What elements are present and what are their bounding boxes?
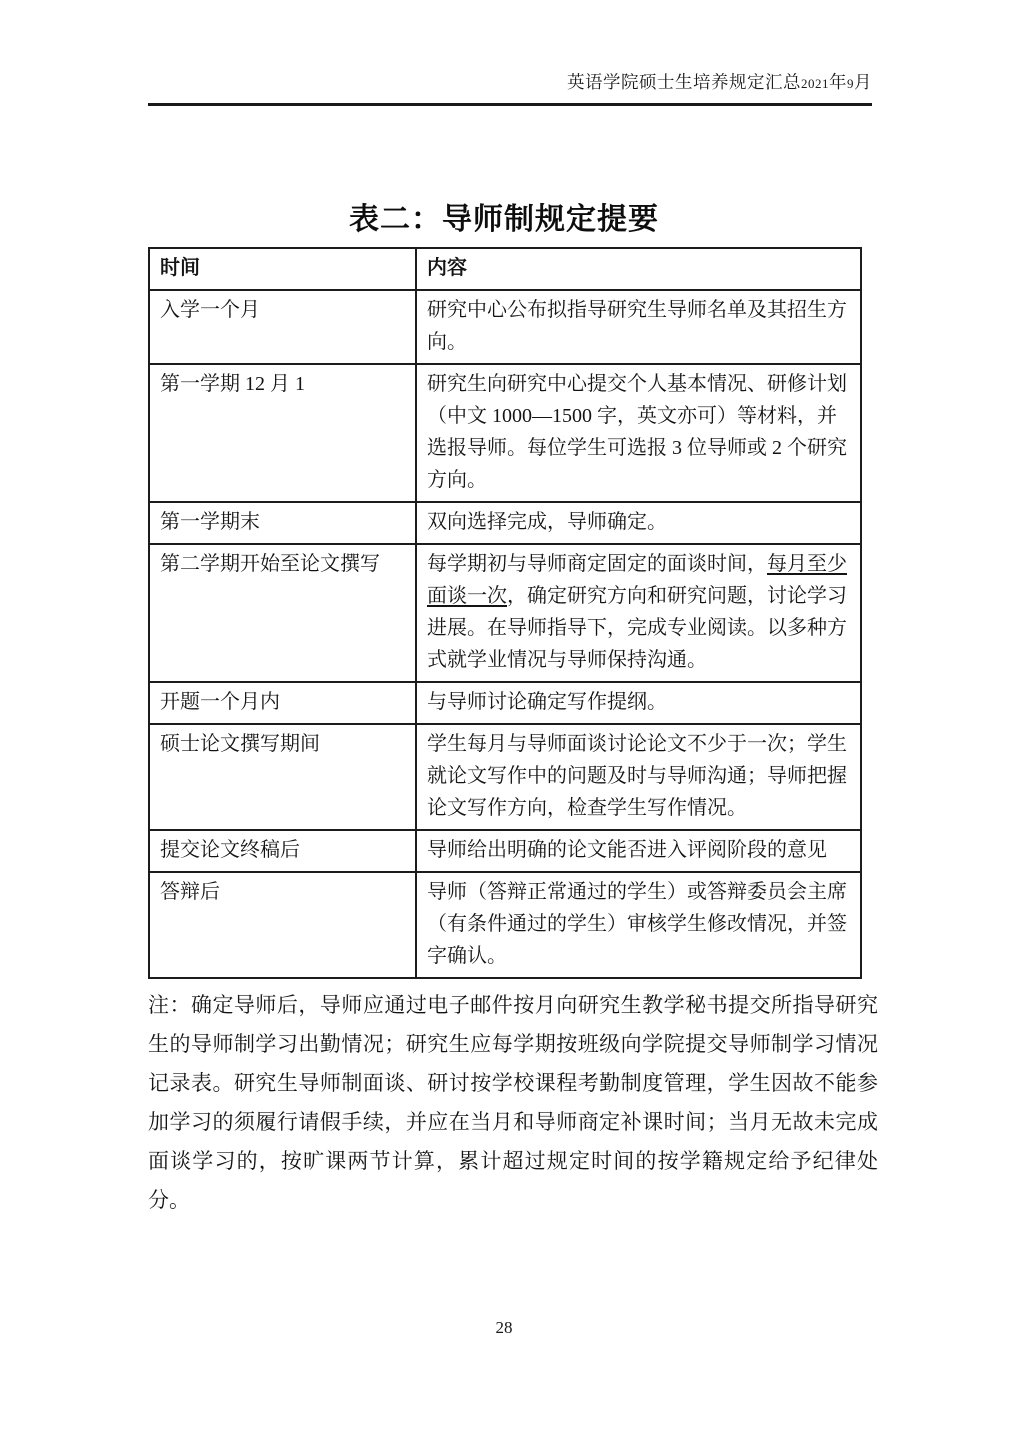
- column-header-content: 内容: [416, 248, 861, 290]
- row-time-cell: 硕士论文撰写期间: [149, 724, 416, 830]
- table-row: [149, 724, 861, 830]
- table-body: [149, 290, 861, 978]
- table-row: [149, 290, 861, 364]
- table-header-row: [149, 248, 861, 290]
- note-paragraph: 注：确定导师后，导师应通过电子邮件按月向研究生教学秘书提交所指导研究生的导师制学习出勤情况；研究生应每学期按班级向学院提交导师制学习情况记录表。研究生导师制面谈、研讨按学校课程考勤制度管理，学生因故不能参加学习的须履行请假手续，并应在当月和导师商定补课时间；当月无故未完成面谈学习的，按旷课两节计算，累计超过规定时间的按学籍规定给予纪律处分。: [148, 993, 878, 1212]
- table-row: [149, 872, 861, 978]
- content-text: 研究中心公布拟指导研究生导师名单及其招生方向。: [427, 299, 847, 353]
- content-text: 学生每月与导师面谈讨论论文不少于一次；学生就论文写作中的问题及时与导师沟通；导师把握论文写作方向，检查学生写作情况。: [427, 733, 847, 819]
- header-year: 2021: [801, 76, 829, 91]
- row-content-cell: [416, 502, 861, 544]
- row-time-cell: 开题一个月内: [149, 682, 416, 724]
- row-content-cell: [416, 724, 861, 830]
- row-time-cell: 答辩后: [149, 872, 416, 978]
- row-time-cell: 提交论文终稿后: [149, 830, 416, 872]
- header-year-unit: 年: [829, 72, 847, 92]
- header-month: 9: [847, 76, 854, 91]
- underlined-content-text: 每月至少面谈一次: [427, 553, 847, 607]
- row-time-cell: 入学一个月: [149, 290, 416, 364]
- content-text: 每学期初与导师商定固定的面谈时间，: [427, 553, 767, 575]
- table-row: [149, 544, 861, 682]
- content-text: 导师给出明确的论文能否进入评阅阶段的意见: [427, 839, 827, 861]
- content-text: ，确定研究方向和研究问题，讨论学习进展。在导师指导下，完成专业阅读。以多种方式就学业情况与导师保持沟通。: [427, 585, 847, 671]
- header-divider-line: [148, 103, 872, 106]
- table-row: [149, 364, 861, 502]
- column-header-time: 时间: [149, 248, 416, 290]
- table-row: [149, 682, 861, 724]
- row-time-cell: 第一学期末: [149, 502, 416, 544]
- tutor-system-rules-table: [148, 247, 862, 979]
- row-content-cell: [416, 544, 861, 682]
- table-row: [149, 830, 861, 872]
- row-content-cell: [416, 290, 861, 364]
- header-month-unit: 月: [854, 72, 872, 92]
- page-title: 表二：导师制规定提要: [349, 203, 659, 236]
- row-content-cell: [416, 682, 861, 724]
- page-header: [148, 70, 872, 96]
- content-text: 研究生向研究中心提交个人基本情况、研修计划（中文 1000—1500 字，英文亦可）等材料，并选报导师。每位学生可选报 3 位导师或 2 个研究方向。: [427, 373, 847, 491]
- row-time-cell: 第一学期 12 月 1: [149, 364, 416, 502]
- content-text: 导师（答辩正常通过的学生）或答辩委员会主席（有条件通过的学生）审核学生修改情况，并签字确认。: [427, 881, 847, 967]
- row-content-cell: [416, 364, 861, 502]
- header-text: 英语学院硕士生培养规定汇总: [567, 72, 801, 92]
- row-time-cell: 第二学期开始至论文撰写: [149, 544, 416, 682]
- row-content-cell: [416, 872, 861, 978]
- page-number: 28: [495, 1318, 513, 1337]
- content-text: 双向选择完成，导师确定。: [427, 511, 667, 533]
- table-row: [149, 502, 861, 544]
- content-text: 与导师讨论确定写作提纲。: [427, 691, 667, 713]
- row-content-cell: [416, 830, 861, 872]
